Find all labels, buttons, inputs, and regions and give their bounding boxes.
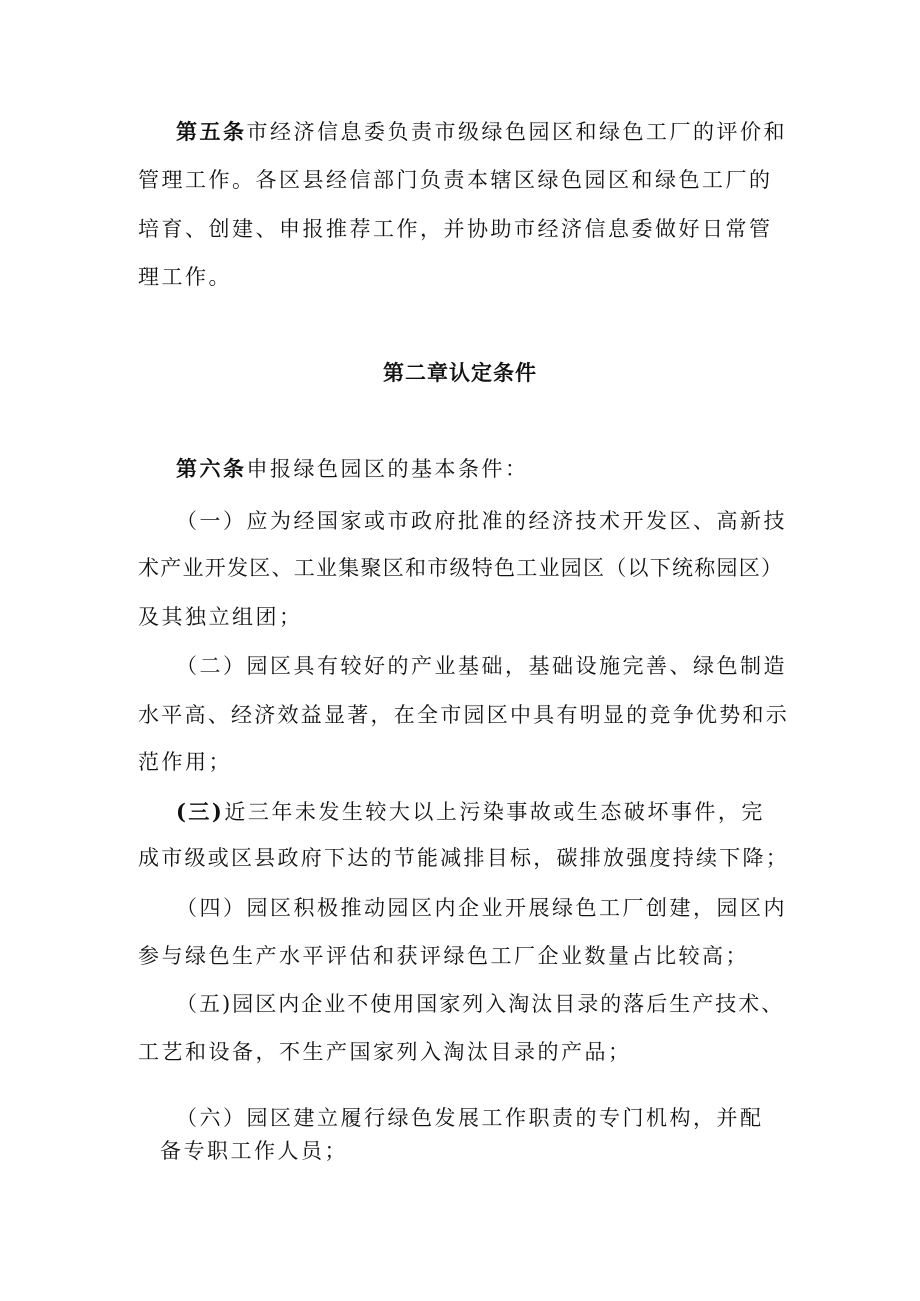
item6-line2: 备专职工作人员； — [160, 1139, 348, 1163]
item4-line2: 参与绿色生产水平评估和获评绿色工厂企业数量占比较高； — [138, 944, 749, 968]
article5-line4: 理工作。 — [138, 265, 232, 289]
item3-text1: 近三年未发生较大以上污染事故或生态破坏事件，完 — [224, 800, 765, 824]
item3-marker: (三) — [176, 799, 225, 824]
item3-line2: 成市级或区县政府下达的节能减排目标，碳排放强度持续下降； — [138, 846, 789, 870]
chapter2-title: 第二章认定条件 — [383, 360, 537, 385]
item1-line2: 术产业开发区、工业集聚区和市级特色工业园区（以下统称园区） — [138, 556, 784, 580]
item2-line1: （二）园区具有较好的产业基础，基础设施完善、绿色制造 — [176, 654, 787, 678]
article6-label: 第六条 — [176, 456, 247, 481]
item3-line1 — [176, 797, 765, 827]
item6-line1: （六）园区建立履行绿色发展工作职责的专门机构，并配 — [176, 1106, 764, 1130]
item5-line1: （五)园区内企业不使用国家列入淘汰目录的落后生产技术、 — [176, 992, 785, 1016]
item2-line2: 水平高、经济效益显著，在全市园区中具有明显的竞争优势和示 — [138, 703, 789, 727]
article5-line3: 培育、创建、申报推荐工作，并协助市经济信息委做好日常管 — [138, 217, 773, 241]
article6-intro: 申报绿色园区的基本条件： — [246, 457, 529, 481]
article6-intro-line — [176, 454, 529, 484]
item2-line3: 范作用； — [138, 750, 232, 774]
item4-line1: （四）园区积极推动园区内企业开展绿色工厂创建，园区内 — [176, 896, 787, 920]
item1-line3: 及其独立组团； — [138, 605, 303, 629]
item1-line1: （一）应为经国家或市政府批准的经济技术开发区、高新技 — [176, 509, 787, 533]
article5-label: 第五条 — [176, 119, 247, 144]
article5-line1 — [176, 117, 787, 147]
item5-line2: 工艺和设备，不生产国家列入淘汰目录的产品； — [138, 1040, 632, 1064]
article5-text1: 市经济信息委负责市级绿色园区和绿色工厂的评价和 — [246, 120, 787, 144]
article5-line2: 管理工作。各区县经信部门负责本辖区绿色园区和绿色工厂的 — [138, 168, 773, 192]
